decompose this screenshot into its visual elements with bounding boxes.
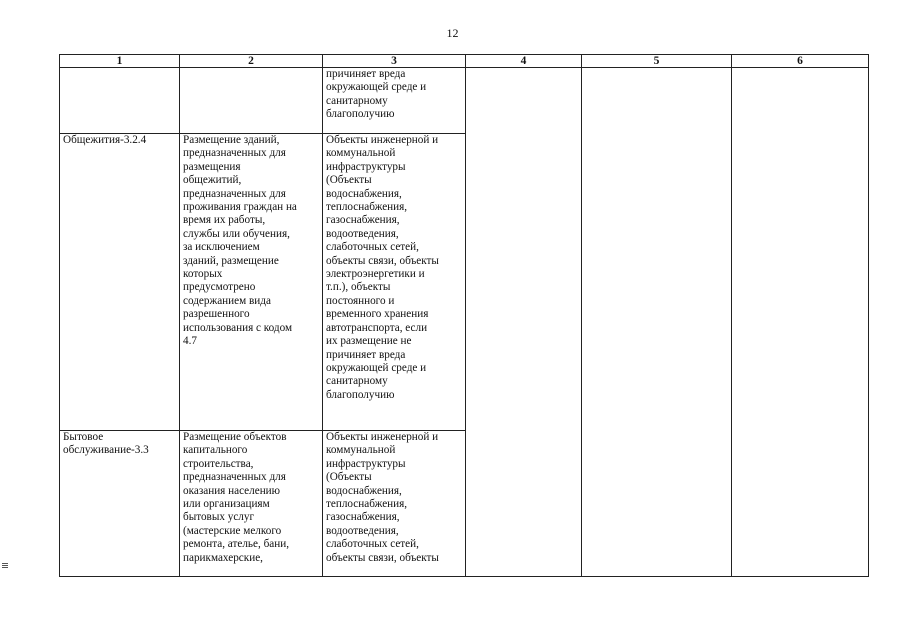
row-2-description: Размещение зданий, предназначенных для размещения общежитий, предназначенных для проживания граждан на время их работы, службы или обучения, за исключением зданий, размещение которых предусмотрено содержанием вида разрешенного использования с кодом 4.7 bbox=[180, 134, 323, 431]
row-1-auxiliary-uses: причиняет вреда окружающей среде и санитарному благополучию bbox=[323, 68, 466, 134]
column-header-1: 1 bbox=[60, 55, 180, 68]
land-use-table bbox=[59, 54, 869, 577]
column-4-cell bbox=[466, 68, 582, 577]
row-2-auxiliary-uses: Объекты инженерной и коммунальной инфраструктуры (Объекты водоснабжения, теплоснабжения, газоснабжения, водоотведения, слаботочных сетей, объекты связи, объекты электроэнергетики и т.п.), объекты постоянного и временного хранения автотранспорта, если их размещение не причиняет вреда окружающей среде и санитарному благополучию bbox=[323, 134, 466, 431]
scan-edge-mark bbox=[2, 563, 8, 569]
column-6-cell bbox=[732, 68, 869, 577]
row-2-use-type: Общежития-3.2.4 bbox=[60, 134, 180, 431]
row-1-description bbox=[180, 68, 323, 134]
column-header-6: 6 bbox=[732, 55, 869, 68]
table-header-row bbox=[60, 55, 869, 68]
column-header-3: 3 bbox=[323, 55, 466, 68]
column-header-4: 4 bbox=[466, 55, 582, 68]
page-number: 12 bbox=[446, 26, 459, 40]
row-3-auxiliary-uses: Объекты инженерной и коммунальной инфраструктуры (Объекты водоснабжения, теплоснабжения, газоснабжения, водоотведения, слаботочных сетей, объекты связи, объекты bbox=[323, 431, 466, 577]
row-3-description: Размещение объектов капитального строительства, предназначенных для оказания населению или организациям бытовых услуг (мастерские мелкого ремонта, ателье, бани, парикмахерские, bbox=[180, 431, 323, 577]
column-header-2: 2 bbox=[180, 55, 323, 68]
table-row bbox=[60, 68, 869, 134]
row-3-use-type: Бытовое обслуживание-3.3 bbox=[60, 431, 180, 577]
row-1-use-type bbox=[60, 68, 180, 134]
column-5-cell bbox=[582, 68, 732, 577]
column-header-5: 5 bbox=[582, 55, 732, 68]
